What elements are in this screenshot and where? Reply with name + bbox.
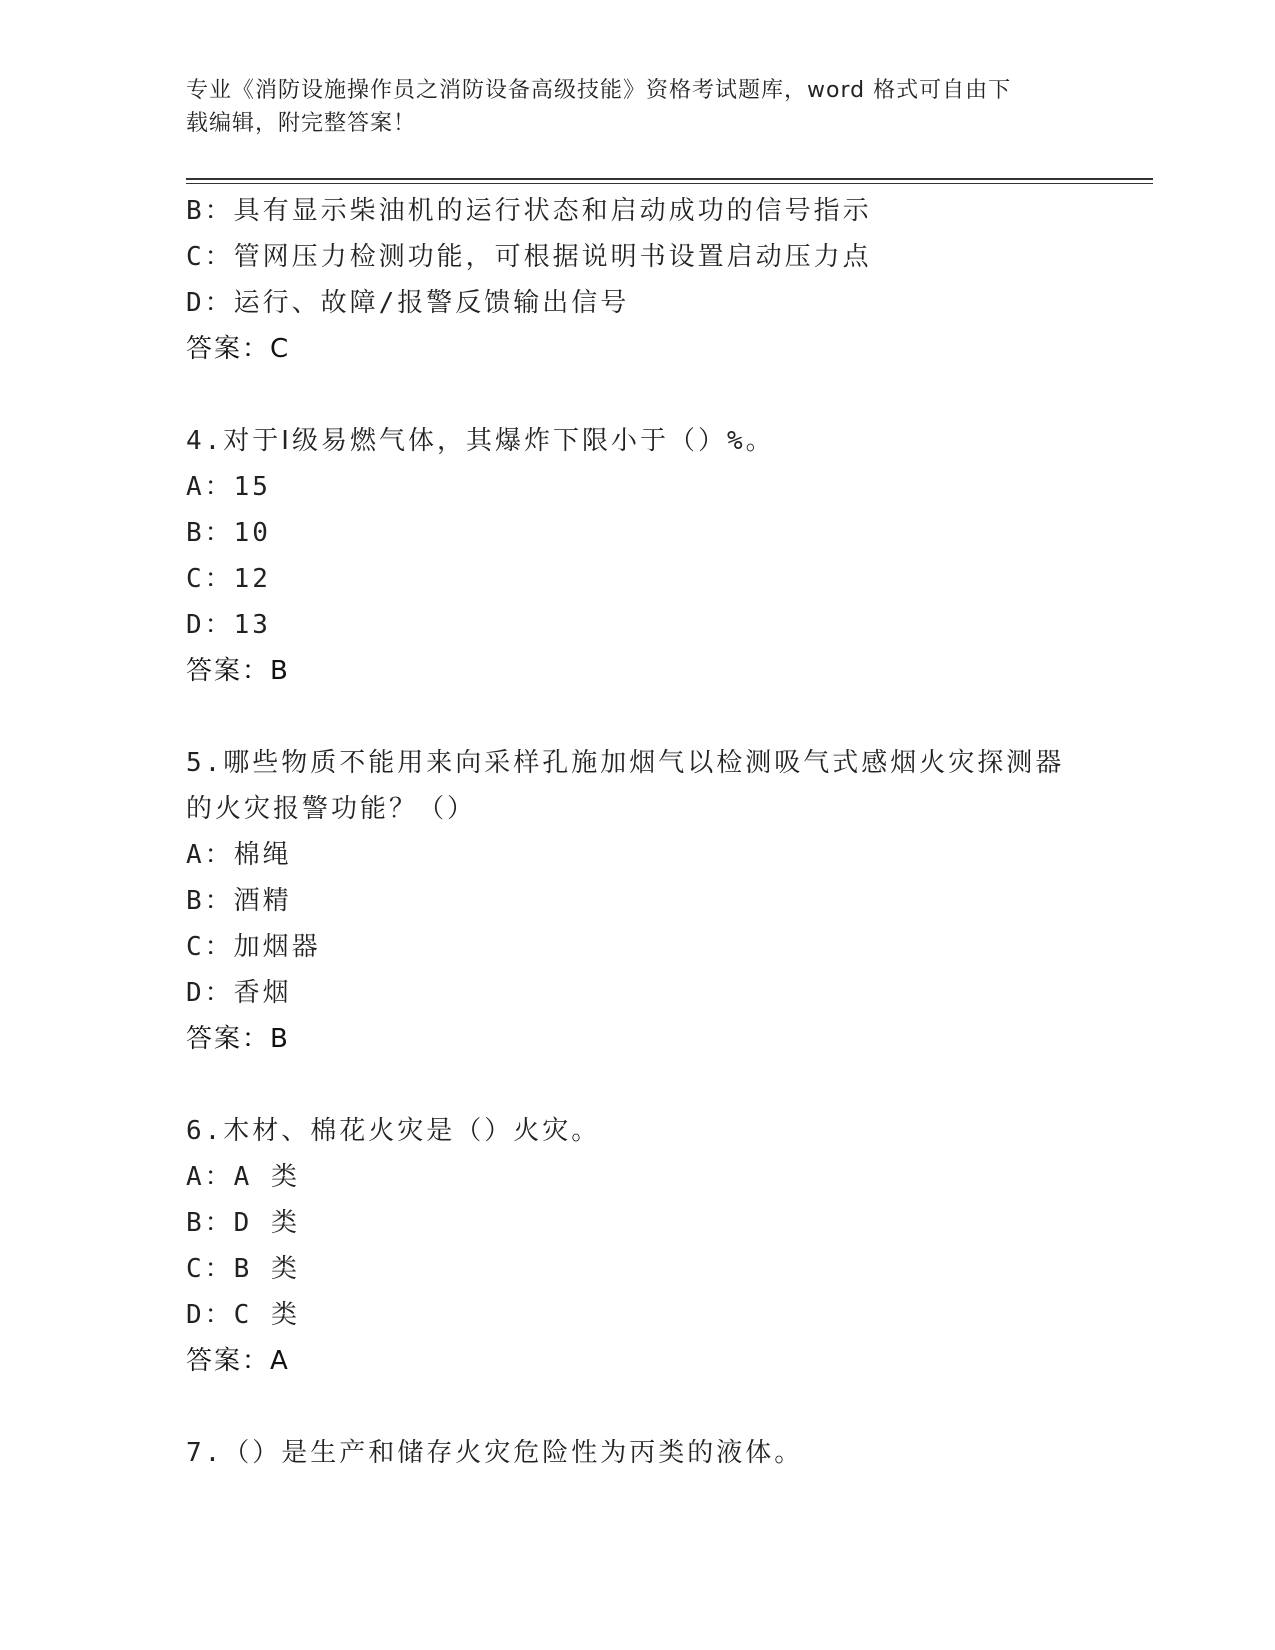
question-list (186, 188, 1086, 1476)
document-header (186, 74, 1066, 140)
option-b: B：D 类 (186, 1208, 300, 1238)
answer: 答案：B (186, 1024, 290, 1054)
question-stem-line-1: 5.哪些物质不能用来向采样孔施加烟气以检测吸气式感烟火灾探测器 (186, 748, 1065, 778)
question-3-tail (186, 188, 1086, 372)
header-divider-thick (186, 178, 1153, 180)
option-b: B：酒精 (186, 886, 292, 916)
option-d: D：13 (186, 610, 271, 640)
option-a: A：A 类 (186, 1162, 300, 1192)
header-line-2: 载编辑，附完整答案！ (186, 111, 417, 136)
answer: 答案：C (186, 334, 291, 364)
answer: 答案：B (186, 656, 290, 686)
option-c: C：B 类 (186, 1254, 300, 1284)
option-c: C：管网压力检测功能，可根据说明书设置启动压力点 (186, 242, 872, 272)
answer: 答案：A (186, 1346, 290, 1376)
option-b: B：10 (186, 518, 271, 548)
option-d: D：C 类 (186, 1300, 300, 1330)
option-d: D：香烟 (186, 978, 292, 1008)
option-c: C：加烟器 (186, 932, 321, 962)
question-5 (186, 740, 1086, 1062)
question-7 (186, 1430, 1086, 1476)
question-stem-line-2: 的火灾报警功能？（） (186, 794, 477, 824)
question-stem: 4.对于Ⅰ级易燃气体，其爆炸下限小于（）%。 (186, 426, 775, 456)
option-b: B：具有显示柴油机的运行状态和启动成功的信号指示 (186, 196, 872, 226)
header-line-1: 专业《消防设施操作员之消防设备高级技能》资格考试题库，word 格式可自由下 (186, 78, 1012, 103)
question-4 (186, 418, 1086, 694)
option-d: D：运行、故障/报警反馈输出信号 (186, 288, 630, 318)
question-stem: 6.木材、棉花火灾是（）火灾。 (186, 1116, 601, 1146)
option-a: A：棉绳 (186, 840, 292, 870)
option-c: C：12 (186, 564, 271, 594)
question-stem: 7.（）是生产和储存火灾危险性为丙类的液体。 (186, 1438, 804, 1468)
question-6 (186, 1108, 1086, 1384)
option-a: A：15 (186, 472, 271, 502)
header-divider-thin (186, 183, 1153, 184)
